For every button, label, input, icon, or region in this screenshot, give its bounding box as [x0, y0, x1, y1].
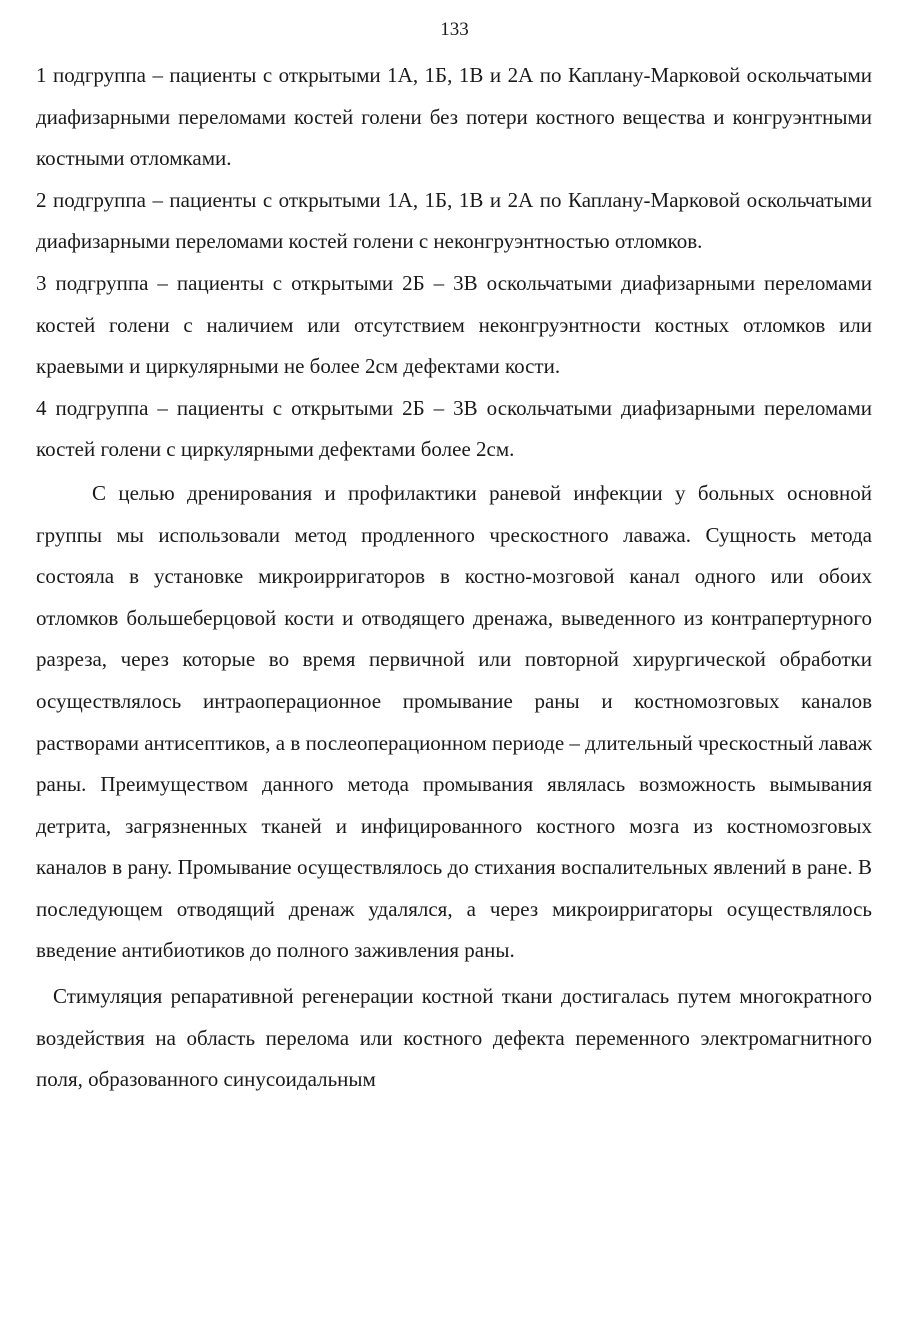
paragraph-subgroup-1: 1 подгруппа – пациенты с открытыми 1А, 1Б, 1В и 2А по Каплану-Марковой оскольчатыми диафизарными переломами костей голени без потери костного вещества и конгруэнтными костными отломками.: [36, 63, 872, 171]
paragraph-subgroup-2: 2 подгруппа – пациенты с открытыми 1А, 1Б, 1В и 2А по Каплану-Марковой оскольчатыми диафизарными переломами костей голени с неконгруэнтностью отломков.: [36, 187, 872, 254]
paragraph-subgroup-3: 3 подгруппа – пациенты с открытыми 2Б – 3В оскольчатыми диафизарными переломами костей голени с наличием или отсутствием неконгруэнтности костных отломков или краевыми и циркулярными не более 2см дефектами кости.: [36, 270, 872, 379]
paragraph-stimulation: Стимуляция репаративной регенерации костной ткани достигалась путем многократного воздействия на область перелома или костного дефекта переменного электромагнитного поля, образованного синусоидальным: [36, 984, 872, 1092]
paragraph-subgroup-4: 4 подгруппа – пациенты с открытыми 2Б – 3В оскольчатыми диафизарными переломами костей голени с циркулярными дефектами более 2см.: [36, 395, 872, 462]
document-body: [36, 55, 872, 1101]
paragraph-lavage-method: С целью дренирования и профилактики раневой инфекции у больных основной группы мы использовали метод продленного чрескостного лаважа. Сущность метода состояла в установке микроирригаторов в костно-мозговой канал одного или обоих отломков большеберцовой кости и отводящего дренажа, выведенного из контрапертурного разреза, через которые во время первичной или повторной хирургической обработки осуществлялось интраоперационное промывание раны и костномозговых каналов растворами антисептиков, а в послеоперационном периоде – длительный чрескостный лаваж раны. Преимуществом данного метода промывания являлась возможность вымывания детрита, загрязненных тканей и инфицированного костного мозга из костномозговых каналов в рану. Промывание осуществлялось до стихания воспалительных явлений в ране. В последующем отводящий дренаж удалялся, а через микроирригаторы осуществлялось введение антибиотиков до полного заживления раны.: [36, 480, 872, 963]
page-number: 133: [440, 19, 469, 40]
